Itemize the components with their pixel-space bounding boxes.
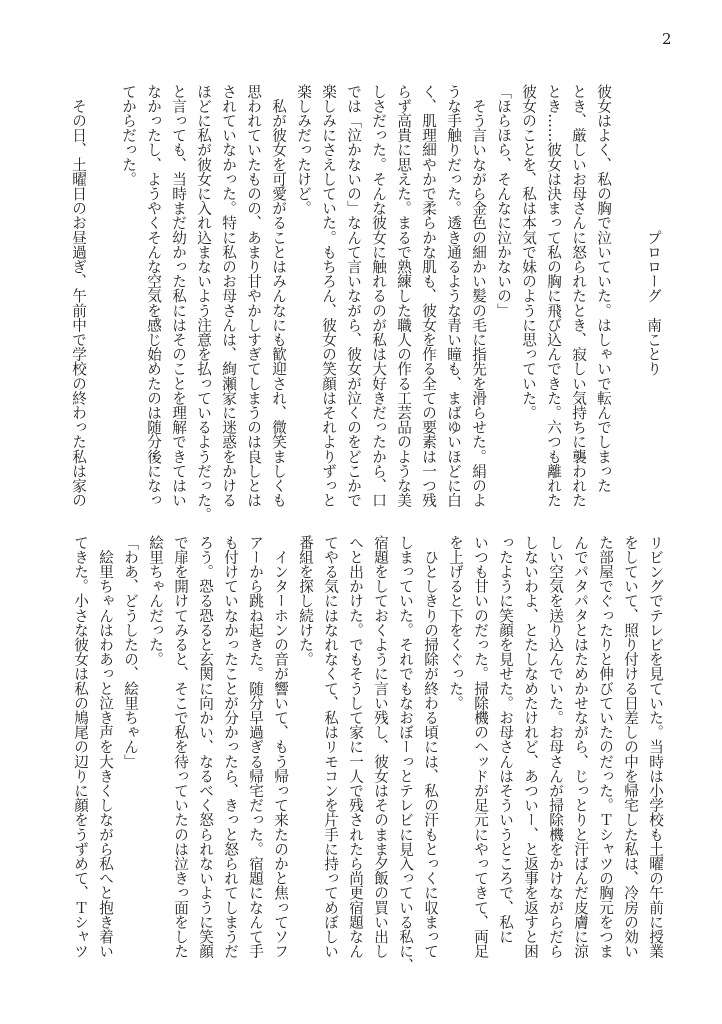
text-line: いつも甘いのだった。掃除機のヘッドが足元にやってきて、両足 — [472, 535, 489, 959]
text-line: 思われていたものの、あまり甘やかしすぎてしまうのは良しとは — [245, 84, 262, 508]
top-text-tier — [66, 84, 666, 524]
bottom-text-tier — [68, 535, 668, 975]
text-line: その日、土曜日のお昼過ぎ、午前中で学校の終わった私は家の — [70, 84, 87, 508]
text-line: されていなかった。特に私のお母さんは、絢瀬家に迷惑をかける — [220, 84, 237, 508]
text-line: アーから跳ね起きた。随分早過ぎる帰宅だった。宿題になんて手 — [247, 535, 264, 959]
text-line: らず高貴に思えた。まるで熟練した職人の作る工芸品のような美 — [395, 84, 412, 508]
blank-line — [616, 84, 641, 524]
text-line: うな手触りだった。透き通るような青い瞳も、まばゆいほどに白 — [445, 84, 462, 508]
text-line: しさだった。そんな彼女に触れるのが私は大好きだったから、口 — [370, 84, 387, 508]
text-line: を上げると下をくぐった。 — [447, 535, 464, 711]
text-line: てやる気にはなれなくて、私はリモコンを片手に持ってめぼしい — [322, 535, 339, 959]
text-line: をしていて、照り付ける日差しの中を帰宅した私は、冷房の効い — [622, 535, 639, 959]
text-line: 「ほらほら、そんなに泣かないの」 — [495, 84, 512, 318]
text-line: とき……彼女は決まって私の胸に飛び込んできた。六つも離れた — [545, 84, 562, 508]
text-line: 楽しみにさえしていた。もちろん、彼女の笑顔はそれよりずっと — [320, 84, 337, 508]
text-line: へと出かけた。でもそうして家に一人で残されたら尚更宿題なん — [347, 535, 364, 959]
text-line: 彼女のことを、私は本気で妹のように思っていた。 — [520, 84, 537, 420]
text-line: しまっていた。それでもなおぼーっとテレビに見入っている私に、 — [397, 535, 414, 973]
text-line: リビングでテレビを見ていた。当時は小学校も土曜の午前に授業 — [647, 535, 664, 959]
text-line: と言っても、当時まだ幼かった私にはそのことを理解できてはい — [170, 84, 187, 508]
text-line: ひとしきりの掃除が終わる頃には、私の汗もとっくに収まって — [422, 535, 439, 959]
text-line: 「わあ、どうしたの、絵里ちゃん」 — [122, 535, 139, 769]
text-line: てからだった。 — [120, 84, 137, 187]
text-line: 彼女はよく、私の胸で泣いていた。はしゃいで転んでしまった — [595, 84, 612, 493]
text-line: 絵里ちゃんだった。 — [147, 535, 164, 667]
text-line: ったように笑顔を見せた。お母さんはそういうところで、私に — [497, 535, 514, 944]
text-line: なかったし、ようやくそんな空気を感じ始めたのは随分後になっ — [145, 84, 162, 508]
text-line: も付けていなかったことが分かったら、きっと怒られてしまうだ — [222, 535, 239, 959]
text-line: しい空気を送り込んでいた。お母さんが掃除機をかけながらだら — [547, 535, 564, 959]
text-line: ろう。恐る恐ると玄関に向かい、なるべく怒られないように笑顔 — [197, 535, 214, 959]
text-line: では「泣かないの」なんて言いながら、彼女が泣くのをどこかで — [345, 84, 362, 508]
text-line: インターホンの音が響いて、もう帰って来たのかと焦ってソフ — [272, 535, 289, 959]
text-line: く、肌理細やかで柔らかな肌も、彼女を作る全ての要素は一つ残 — [420, 84, 437, 508]
page-number: 2 — [662, 30, 672, 48]
text-line: 宿題をしておくように言い残し、彼女はそのまま夕飯の買い出し — [372, 535, 389, 959]
text-line: しないわよ、とたしなめたけれど、あついー、と返事を返すと困 — [522, 535, 539, 959]
text-line: そう言いながら金色の細かい髪の毛に指先を滑らせた。絹のよ — [470, 84, 487, 508]
text-line: た部屋でぐったりと伸びていたのだった。Ｔシャツの胸元をつま — [597, 535, 614, 959]
text-line: 私が彼女を可愛がることはみんなにも歓迎され、微笑ましくも — [270, 84, 287, 508]
text-line: 楽しみだったけど。 — [295, 84, 312, 216]
blank-line — [91, 84, 116, 524]
text-line: 絵里ちゃんはわあっと泣き声を大きくしながら私へと抱き着い — [97, 535, 114, 959]
text-line: てきた。小さな彼女は私の鳩尾の辺りに顔をうずめて、Ｔシャツ — [72, 535, 89, 959]
text-line: んでパタパタとはためかせながら、じっとりと汗ばんだ皮膚に涼 — [572, 535, 589, 959]
text-line: で扉を開けてみると、そこで私を待っていたのは泣きっ面をした — [172, 535, 189, 959]
text-line: ほどに私が彼女に入れ込まないよう注意を払っているようだった。 — [195, 84, 212, 522]
text-line: とき、厳しいお母さんに怒られたとき、寂しい気持ちに襲われた — [570, 84, 587, 508]
text-line: 番組を探し続けた。 — [297, 535, 314, 667]
chapter-title: プロローグ 南ことり — [645, 230, 662, 376]
